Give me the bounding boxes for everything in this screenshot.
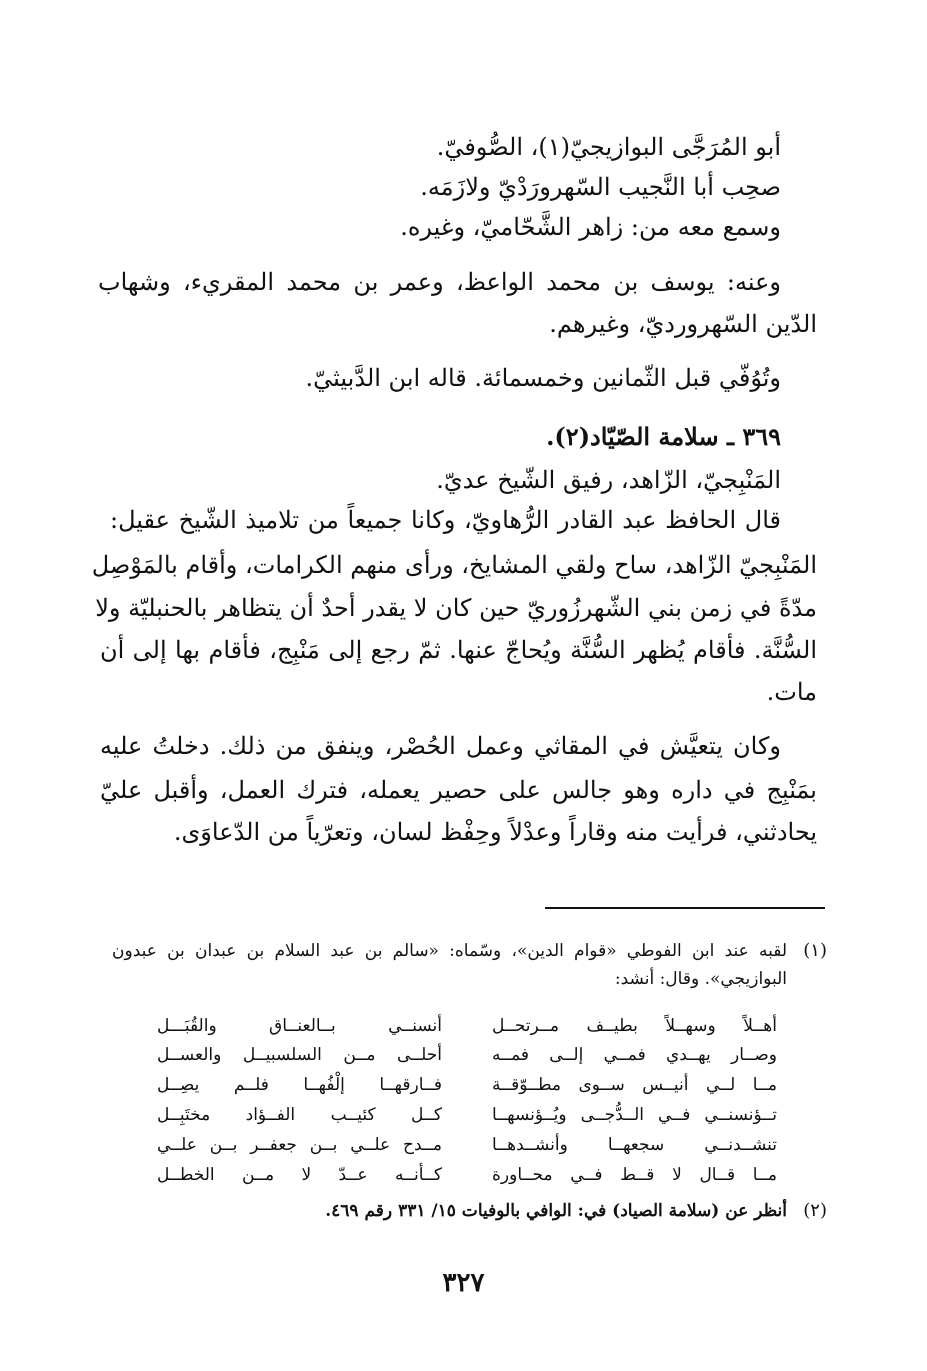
main-text: [91, 0, 817, 900]
footnote-text: لقبه عند ابن الفوطي «قوام الدين»، وسّماه: «سالم بن عبد السلام بن عبدان بن عبدون: [112, 941, 787, 961]
verse-second-hemistich: كــل كئيــب الفــؤاد مختَبِــل: [157, 1105, 442, 1125]
text-line: وسمع معه من: زاهر الشَّحّاميّ، وغيره.: [400, 213, 781, 241]
text-line: وتُوُفّي قبل الثّمانين وخمسمائة. قاله ابن الدَّبيثيّ.: [305, 364, 781, 392]
footnote-text: أنظر عن (سلامة الصياد) في: الوافي بالوفيات ١٥/ ٣٣١ رقم ٤٦٩.: [325, 1201, 787, 1221]
text-line: صحِب أبا النَّجيب السّهرورَدْيّ ولازَمَه.: [420, 173, 781, 201]
text-line: الدّين السّهرورديّ، وغيرهم.: [549, 310, 817, 338]
text-line: وعنه: يوسف بن محمد الواعظ، وعمر بن محمد المقريء، وشهاب: [98, 268, 781, 296]
entry-heading: ٣٦٩ ـ سلامة الصّيّاد(٢).: [546, 422, 781, 451]
verse-first-hemistich: أهــلاً وسهــلاً بطيــف مــرتحــل: [492, 1016, 777, 1036]
verse-first-hemistich: مــا لــي أنيــس ســوى مطــوّقــة: [492, 1075, 777, 1095]
verse-second-hemistich: أنسنــي بــالعنــاق والقُبَـــل: [157, 1016, 442, 1036]
page-number: ٣٢٧: [442, 1268, 485, 1298]
verse-first-hemistich: مــا قــال لا قــط فــي محــاورة: [492, 1165, 777, 1185]
verse-second-hemistich: كــأنــه عــدّ لا مــن الخطــل: [157, 1165, 442, 1185]
footnote-text: البوازيجي». وقال: أنشد:: [614, 969, 787, 989]
verse-first-hemistich: تنشــدنــي سجعهــا وأنشــدهــا: [492, 1135, 777, 1155]
text-line: السُّنَّة. فأقام يُظهر السُّنَّة ويُحاجّ عنها. ثمّ رجع إلى مَنْبِج، فأقام بها إلى أن: [100, 636, 817, 664]
text-line: قال الحافظ عبد القادر الرُّهاويّ، وكانا جميعاً من تلاميذ الشّيخ عقيل:: [110, 506, 781, 534]
text-line: يحادثني، فرأيت منه وقاراً وعدْلاً وحِفْظ لسان، وتعرّياً من الدّعاوَى.: [173, 818, 817, 846]
text-line: المَنْبِجيّ الزّاهد، ساح ولقي المشايخ، ورأى منهم الكرامات، وأقام بالمَوْصِل: [91, 551, 817, 579]
text-line: مدّةً في زمن بني الشّهرزُوريّ حين كان لا يقدر أحدٌ أن يتظاهر بالحنبليّة ولا: [95, 594, 817, 622]
verse-first-hemistich: وصــار يهــدي فمــي إلــى فمــه: [492, 1045, 777, 1065]
text-line: بمَنْبِج في داره وهو جالس على حصير يعمله، فترك العمل، وأقبل عليّ: [100, 776, 817, 804]
verse-second-hemistich: فــارقهــا إلْفُهــا فلــم يصِــل: [157, 1075, 442, 1095]
text-line: المَنْبِجيّ، الزّاهد، رفيق الشّيخ عديّ.: [436, 466, 781, 494]
verse-first-hemistich: تــؤنسنــي فــي الــدُّجــى ويُــؤنسهــا: [492, 1105, 777, 1125]
text-line: مات.: [766, 678, 817, 706]
footnote-number: (٢): [803, 1200, 827, 1221]
verse-second-hemistich: مــدح علــي بــن جعفــر بــن علــي: [157, 1135, 442, 1155]
text-line: وكان يتعيَّش في المقاثي وعمل الحُصْر، وينفق من ذلك. دخلتُ عليه: [100, 732, 782, 760]
footnote-separator: [545, 907, 825, 909]
text-line: أبو المُرَجَّى البوازيجيّ(١)، الصُّوفيّ.: [436, 133, 781, 161]
verse-second-hemistich: أحلــى مــن السلسبيــل والعســل: [157, 1045, 442, 1065]
footnote-number: (١): [803, 940, 827, 961]
